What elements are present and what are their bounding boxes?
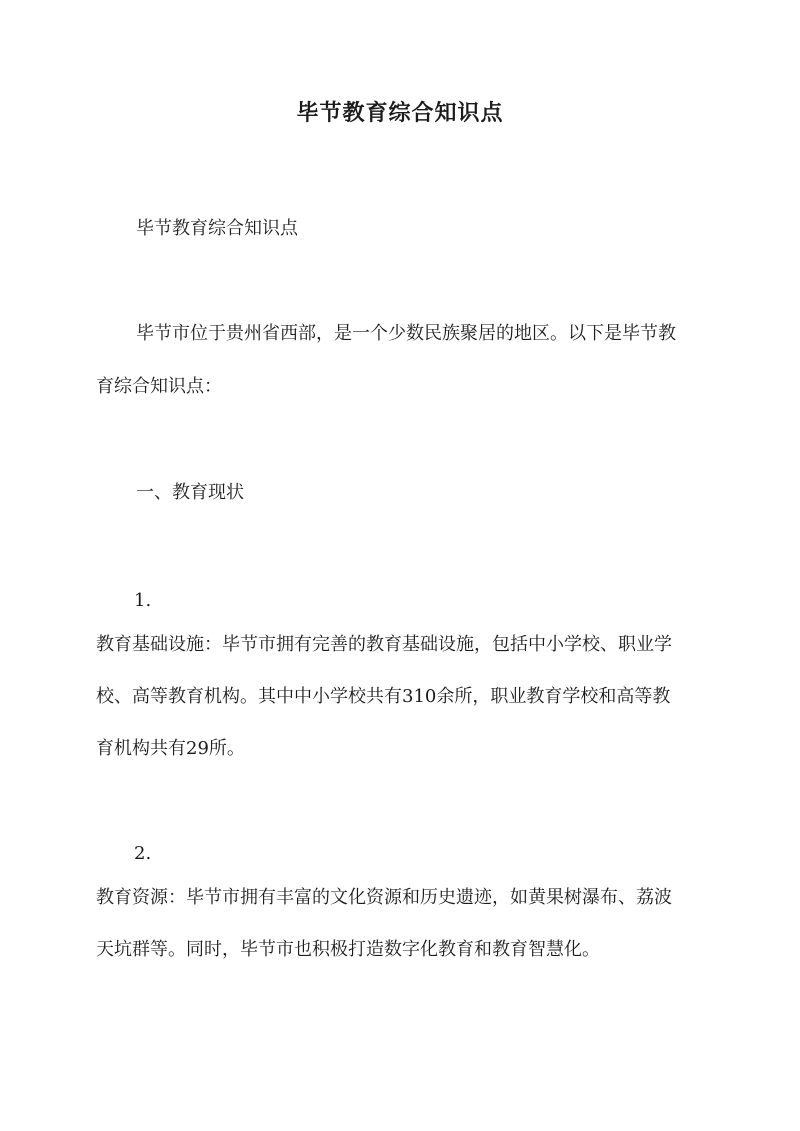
document-title: 毕节教育综合知识点	[296, 100, 504, 126]
item-text-line: 天坑群等。同时，毕节市也积极打造数字化教育和教育智慧化。	[96, 939, 600, 960]
item-text-line: 教育基础设施：毕节市拥有完善的教育基础设施，包括中小学校、职业学	[96, 634, 672, 655]
intro-line-1: 毕节市位于贵州省西部，是一个少数民族聚居的地区。以下是毕节教	[136, 323, 676, 344]
item-text-line: 教育资源：毕节市拥有丰富的文化资源和历史遗迹，如黄果树瀑布、荔波	[96, 887, 672, 908]
document-subtitle: 毕节教育综合知识点	[136, 218, 298, 239]
item-number: 1.	[134, 590, 152, 611]
intro-line-2: 育综合知识点：	[96, 376, 222, 397]
item-text-line: 校、高等教育机构。其中中小学校共有310余所，职业教育学校和高等教	[96, 686, 671, 707]
item-text-line: 育机构共有29所。	[96, 738, 245, 759]
item-number: 2.	[134, 843, 152, 864]
section-heading: 一、教育现状	[136, 482, 244, 503]
